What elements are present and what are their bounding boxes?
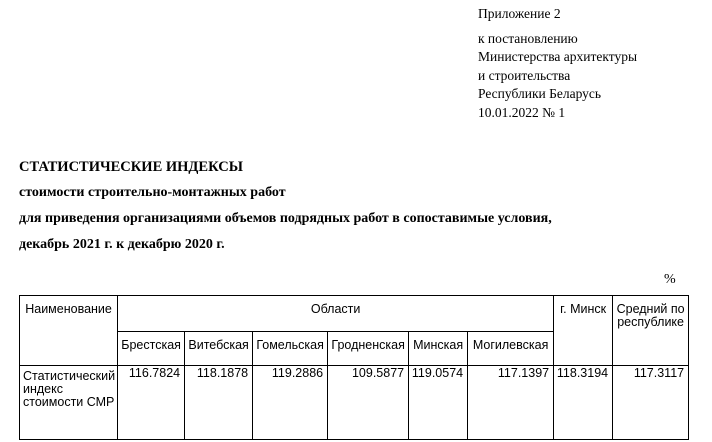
header-minsk-city: г. Минск — [554, 296, 613, 366]
annex-line-4: и строительства — [478, 67, 571, 83]
region-header: Гомельская — [253, 332, 328, 366]
annex-line-5: Республики Беларусь — [478, 86, 602, 101]
value-cell: 118.3194 — [554, 366, 613, 440]
title-line-2: стоимости строительно-монтажных работ — [19, 185, 286, 200]
unit-label: % — [664, 272, 676, 287]
title-line-4: декабрь 2021 г. к декабрю 2020 г. — [19, 237, 225, 252]
value-cell: 117.1397 — [468, 366, 554, 440]
annex-line-6: 10.01.2022 № 1 — [478, 104, 566, 120]
annex-line-2: к постановлению — [478, 30, 578, 46]
region-header: Витебская — [185, 332, 253, 366]
value-cell: 109.5877 — [328, 366, 409, 440]
value-cell: 118.1878 — [185, 366, 253, 440]
index-table — [19, 295, 689, 440]
title-line-1: СТАТИСТИЧЕСКИЕ ИНДЕКСЫ — [19, 159, 243, 175]
region-header: Минская — [409, 332, 468, 366]
region-header: Гродненская — [328, 332, 409, 366]
value-cell: 117.3117 — [613, 366, 689, 440]
annex-line-1: Приложение 2 — [478, 6, 561, 21]
value-cell: 119.2886 — [253, 366, 328, 440]
value-cell: 116.7824 — [118, 366, 185, 440]
region-header: Брестская — [118, 332, 185, 366]
table-row — [20, 366, 689, 440]
value-cell: 119.0574 — [409, 366, 468, 440]
title-line-3: для приведения организациями объемов подрядных работ в сопоставимые условия, — [19, 211, 552, 226]
annex-line-3: Министерства архитектуры — [478, 49, 638, 64]
annex-block — [478, 5, 637, 122]
region-header: Могилевская — [468, 332, 554, 366]
row-name: Статистический индекс стоимости СМР — [20, 366, 118, 440]
document-title — [19, 154, 552, 258]
header-regions: Области — [118, 296, 554, 332]
header-name: Наименование — [20, 296, 118, 366]
header-average: Средний по республике — [613, 296, 689, 366]
